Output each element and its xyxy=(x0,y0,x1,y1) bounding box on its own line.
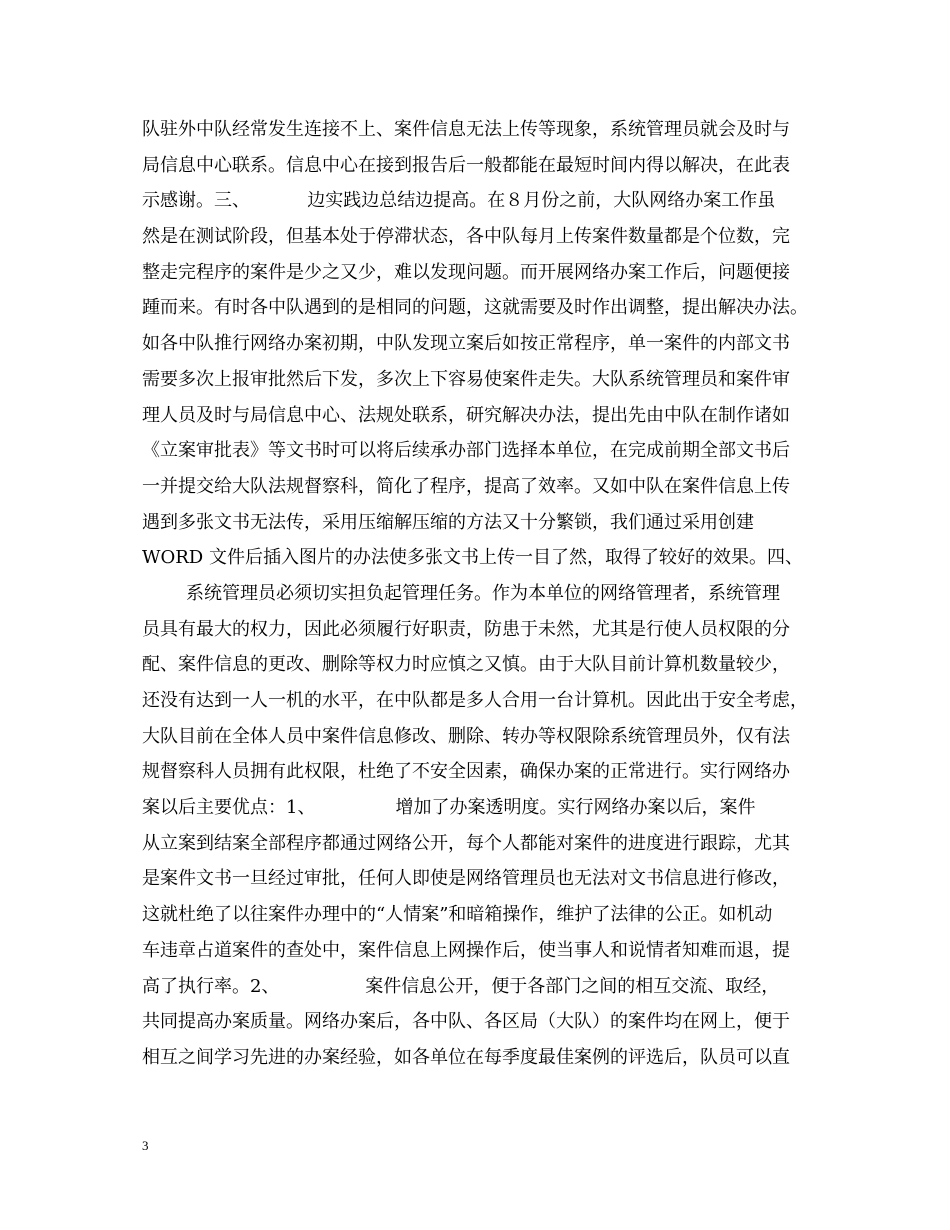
text-line: 踵而来。有时各中队遇到的是相同的问题，这就需要及时作出调整，提出解决办法。 xyxy=(142,297,808,319)
text-line: 理人员及时与局信息中心、法规处联系，研究解决办法，提出先由中队在制作诸如 xyxy=(142,404,790,426)
text-line: 整走完程序的案件是少之又少，难以发现问题。而开展网络办案工作后，问题便接 xyxy=(142,261,790,283)
text-line: 高了执行率。2、 案件信息公开，便于各部门之间的相互交流、取经， xyxy=(142,975,780,997)
body-text xyxy=(142,112,832,1076)
text-line: 是案件文书一旦经过审批，任何人即使是网络管理员也无法对文书信息进行修改， xyxy=(142,868,790,890)
page-number: 3 xyxy=(142,1138,149,1153)
text-line: 案以后主要优点：1、 增加了办案透明度。实行网络办案以后，案件 xyxy=(142,797,756,819)
text-line: 规督察科人员拥有此权限，杜绝了不安全因素，确保办案的正常进行。实行网络办 xyxy=(142,761,790,783)
text-line: 配、案件信息的更改、删除等权力时应慎之又慎。由于大队目前计算机数量较少， xyxy=(142,654,790,676)
text-line: 需要多次上报审批然后下发，多次上下容易使案件走失。大队系统管理员和案件审 xyxy=(142,368,790,390)
text-line: 车违章占道案件的查处中，案件信息上网操作后，使当事人和说情者知难而退，提 xyxy=(142,939,790,961)
text-line: 从立案到结案全部程序都通过网络公开，每个人都能对案件的进度进行跟踪，尤其 xyxy=(142,832,790,854)
text-line: 系统管理员必须切实担负起管理任务。作为本单位的网络管理者，系统管理 xyxy=(186,582,780,604)
text-line: 相互之间学习先进的办案经验，如各单位在每季度最佳案例的评选后，队员可以直 xyxy=(142,1046,790,1068)
text-line: 遇到多张文书无法传，采用压缩解压缩的方法又十分繁锁，我们通过采用创建 xyxy=(142,511,754,533)
text-line: 还没有达到一人一机的水平，在中队都是多人合用一台计算机。因此出于安全考虑， xyxy=(142,690,808,711)
text-line: 共同提高办案质量。网络办案后，各中队、各区局（大队）的案件均在网上，便于 xyxy=(142,1011,790,1033)
text-line: 《立案审批表》等文书时可以将后续承办部门选择本单位，在完成前期全部文书后 xyxy=(142,440,790,462)
text-line: 大队目前在全体人员中案件信息修改、删除、转办等权限除系统管理员外，仅有法 xyxy=(142,725,790,747)
text-line: 一并提交给大队法规督察科，简化了程序，提高了效率。又如中队在案件信息上传 xyxy=(142,475,790,497)
text-line: 示感谢。三、 边实践边总结边提高。在８月份之前，大队网络办案工作虽 xyxy=(142,190,776,212)
text-line: 员具有最大的权力，因此必须履行好职责，防患于未然，尤其是行使人员权限的分 xyxy=(142,618,790,640)
text-line: 然是在测试阶段，但基本处于停滞状态，各中队每月上传案件数量都是个位数，完 xyxy=(142,226,790,248)
text-line: 局信息中心联系。信息中心在接到报告后一般都能在最短时间内得以解决，在此表 xyxy=(142,154,790,176)
text-line: WORD 文件后插入图片的办法使多张文书上传一目了然，取得了较好的效果。四、 xyxy=(142,547,803,569)
text-line: 如各中队推行网络办案初期，中队发现立案后如按正常程序，单一案件的内部文书 xyxy=(142,333,790,355)
text-line: 这就杜绝了以往案件办理中的“人情案”和暗箱操作，维护了法律的公正。如机动 xyxy=(142,904,773,926)
text-line: 队驻外中队经常发生连接不上、案件信息无法上传等现象，系统管理员就会及时与 xyxy=(142,119,790,140)
